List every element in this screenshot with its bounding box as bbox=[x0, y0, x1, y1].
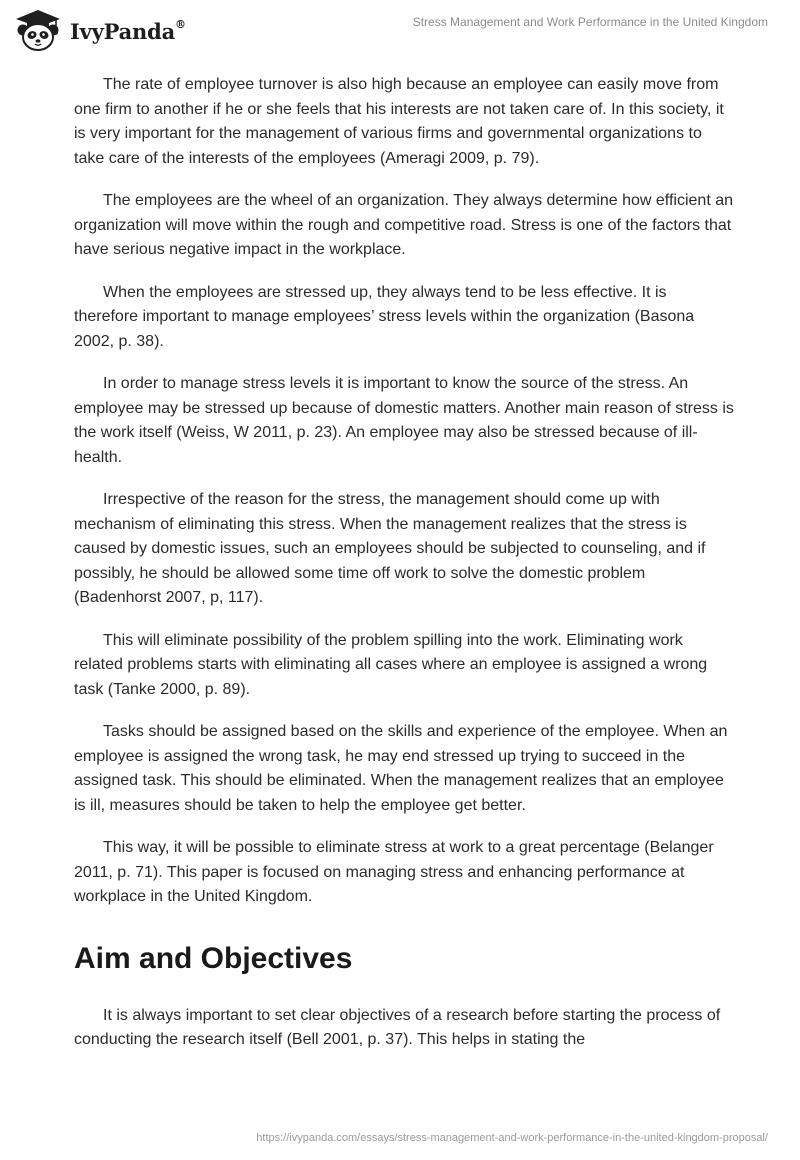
article-body bbox=[74, 73, 734, 1071]
section-heading-aim-objectives: Aim and Objectives bbox=[74, 941, 353, 975]
body-paragraph: This will eliminate possibility of the problem spilling into the work. Eliminating work related problems starts with eliminating all cases where an employee is assigned a wrong task (Tanke 2000, p. 89). bbox=[74, 631, 708, 698]
document-title: Stress Management and Work Performance in the United Kingdom bbox=[412, 15, 768, 29]
body-paragraph: When the employees are stressed up, they always tend to be less effective. It is therefore important to manage employees’ stress levels within the organization (Basona 2002, p. 38). bbox=[74, 283, 695, 350]
body-paragraph: Irrespective of the reason for the stress, the management should come up with mechanism of eliminating this stress. When the management realizes that the stress is caused by domestic issues, such an employees should be subjected to counseling, and if possibly, he should be allowed some time off work to solve the domestic problem (Badenhorst 2007, p, 117). bbox=[74, 491, 706, 606]
body-paragraph: It is always important to set clear objectives of a research before starting the process of conducting the research itself (Bell 2001, p. 37). This helps in stating the bbox=[74, 1006, 721, 1048]
body-paragraph: This way, it will be possible to eliminate stress at work to a great percentage (Belanger 2011, p. 71). This paper is focused on managing stress and enhancing performance at workplace in the United Kingdom. bbox=[74, 839, 714, 905]
source-url[interactable]: https://ivypanda.com/essays/stress-management-and-work-performance-in-the-united-kingdom-proposal/ bbox=[256, 1132, 768, 1144]
panda-graduation-cap-icon bbox=[12, 8, 64, 52]
body-paragraph: Tasks should be assigned based on the skills and experience of the employee. When an employee is assigned the wrong task, he may end stressed up trying to succeed in the assigned task. This should be eliminated. When the management realizes that an employee is ill, measures should be taken to help the employee get better. bbox=[74, 723, 728, 814]
ivypanda-logo[interactable] bbox=[12, 8, 186, 52]
registered-mark: ® bbox=[175, 17, 186, 31]
brand-name: IvyPanda® bbox=[70, 17, 186, 44]
body-paragraph: The rate of employee turnover is also high because an employee can easily move from one firm to another if he or she feels that his interests are not taken care of. In this society, it is very important for the management of various firms and governmental organizations to take care of the interests of the employees (Ameragi 2009, p. 79). bbox=[74, 76, 724, 167]
body-paragraph: The employees are the wheel of an organization. They always determine how efficient an organization will move within the rough and competitive road. Stress is one of the factors that have serious negative impact in the workplace. bbox=[74, 192, 733, 258]
body-paragraph: In order to manage stress levels it is important to know the source of the stress. An employee may be stressed up because of domestic matters. Another main reason of stress is the work itself (Weiss, W 2011, p. 23). An employee may also be stressed because of ill-health. bbox=[74, 375, 734, 466]
page-header bbox=[0, 0, 800, 64]
